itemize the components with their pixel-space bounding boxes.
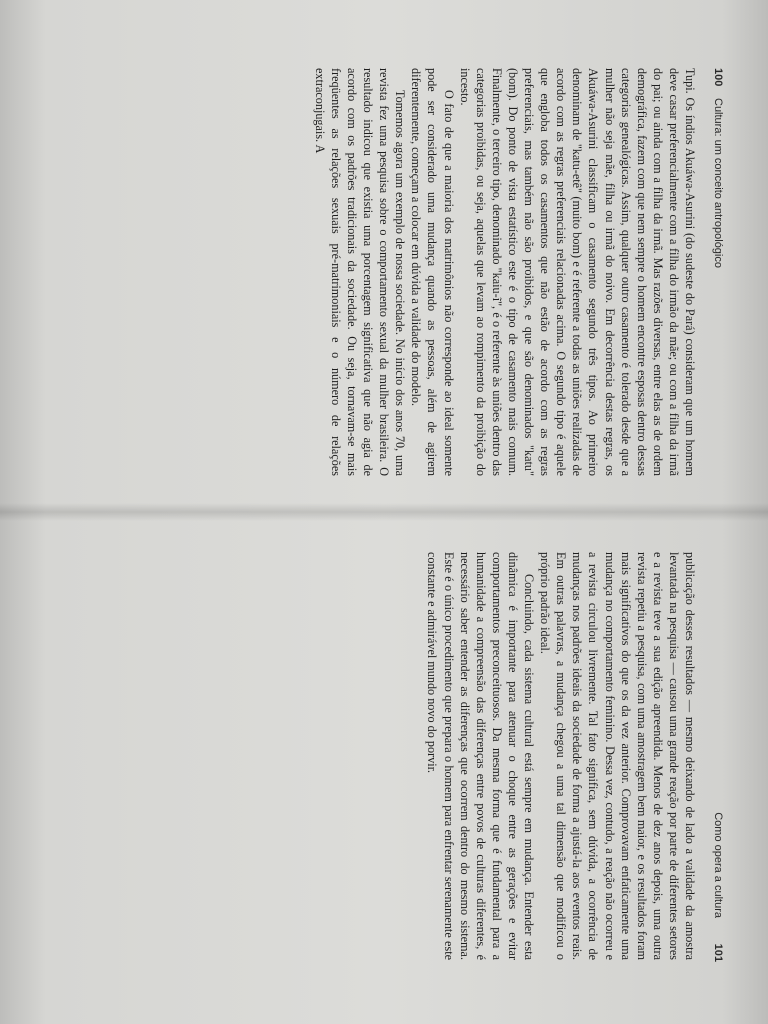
paragraph: Tupi. Os índios Akuáwa-Asurini (do sudeste do Pará) consideram que um homem deve casar preferencialmente com a filha do irmão da mãe; ou com a filha da irmã do pai; ou ainda com a filha da irmã. Mas razões diversas, entre elas as de ordem demográfica, fazem com que nem sempre o homem encontre esposas dentro dessas categorias genealógicas. Assim, qualquer outro casamento é tolerado desde que a mulher não seja mãe, filha ou irmã do noivo. Em decorrência destas regras, os Akuáwa-Asurini classificam o casamento segundo três tipos. Ao primeiro denominam de "katu-etê" (muito bom) e é referente a todas as uniões realizadas de acordo com as regras preferenciais relacionadas acima. O segundo tipo é aquele que engloba todos os casamentos que não estão de acordo com as regras preferenciais, mas também não são proibidos, e que são denominados "katu" (bom). Do ponto de vista estatístico este é o tipo de casamento mais comum. Finalmente, o terceiro tipo, denominado "kaiu-ĩ", é o referente às uniões dentro das categorias proibidas, ou seja, aquelas que levam ao rompimento da proibição do incesto.: [457, 68, 697, 476]
right-page-number: 101: [712, 943, 724, 962]
left-page-number: 100: [712, 68, 724, 87]
left-page-body: [312, 68, 698, 476]
right-page-body: [424, 552, 698, 960]
right-page-header: [706, 552, 724, 962]
right-page: [0, 512, 768, 1024]
paragraph: O fato de que a maioria dos matrimônios não corresponde ao ideal somente pode ser considerado uma mudança quando as pessoas, além de agirem diferentemente, começam a colocar em dúvida a validade do modelo.: [409, 68, 456, 476]
paragraph: Tomemos agora um exemplo de nossa sociedade. No início dos anos 70, uma revista fez uma pesquisa sobre o comportamento sexual da mulher brasileira. O resultado indicou que existia uma porcentagem significativa que não agia de acordo com os padrões tradicionais da sociedade. Ou seja, tornavam-se mais freqüentes as relações sexuais pré-matrimoniais e o número de relações extraconjugais. A: [312, 68, 408, 476]
left-page-header: [706, 68, 724, 474]
paragraph: publicação desses resultados — mesmo deixando de lado a validade da amostra levantada na pesquisa — causou uma grande reação por parte de diferentes setores e a revista teve a sua edição apreendida. Menos de dez anos depois, uma outra revista repetiu a pesquisa, com uma amostragem bem maior, e os resultados foram mais significativos do que os da vez anterior. Comprovavam enfaticamente uma mudança no comportamento feminino. Dessa vez, contudo, a reação não ocorreu e a revista circulou livremente. Tal fato significa, sem dúvida, a ocorrência de mudanças nos padrões ideais da sociedade de forma a ajustá-la aos eventos reais. Em outras palavras, a mudança chegou a uma tal dimensão que modificou o próprio padrão ideal.: [538, 552, 697, 960]
right-running-head: Como opera a cultura: [712, 812, 724, 918]
paragraph: Concluindo, cada sistema cultural está sempre em mudança. Entender esta dinâmica é importante para atenuar o choque entre as gerações e evitar comportamentos preconceituosos. Da mesma forma que é fundamental para a humanidade a compreensão das diferenças entre povos de culturas diferentes, é necessário saber entender as diferenças que ocorrem dentro do mesmo sistema. Este é o único procedimento que prepara o homem para enfrentar serenamente este constante e admirável mundo novo do porvir.: [425, 552, 537, 960]
left-running-head: Cultura: um conceito antropológico: [712, 98, 724, 268]
